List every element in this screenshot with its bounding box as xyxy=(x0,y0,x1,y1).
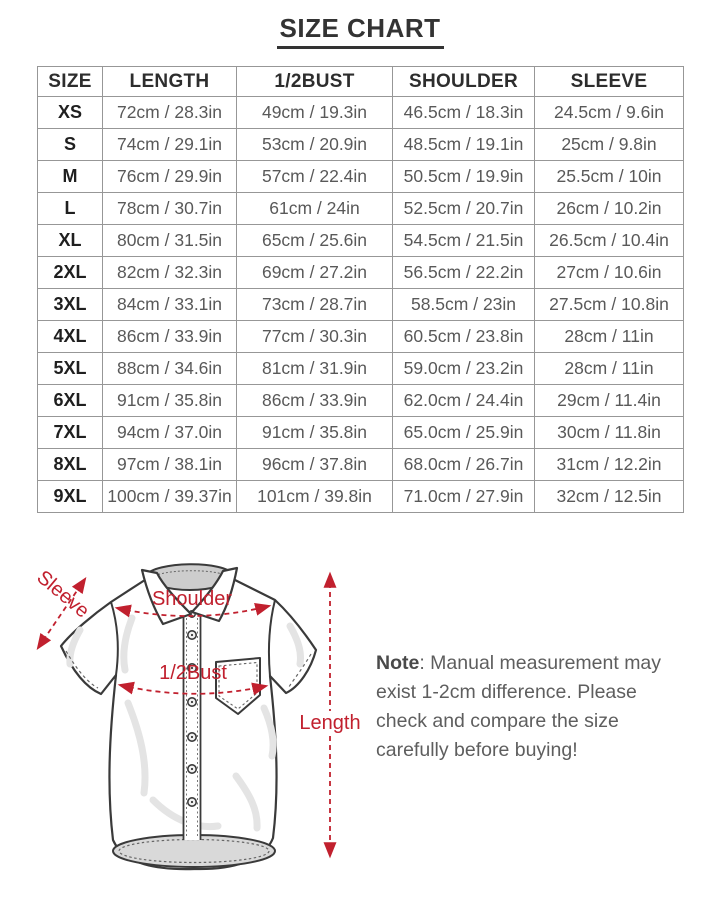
sleeve-cell: 28cm / 11in xyxy=(535,321,684,353)
bust-cell: 65cm / 25.6in xyxy=(237,225,393,257)
sleeve-cell: 30cm / 11.8in xyxy=(535,417,684,449)
shoulder-cell: 46.5cm / 18.3in xyxy=(393,97,535,129)
shoulder-cell: 62.0cm / 24.4in xyxy=(393,385,535,417)
bust-cell: 86cm / 33.9in xyxy=(237,385,393,417)
table-row xyxy=(38,161,684,193)
sleeve-cell: 25.5cm / 10in xyxy=(535,161,684,193)
bust-cell: 73cm / 28.7in xyxy=(237,289,393,321)
shoulder-cell: 59.0cm / 23.2in xyxy=(393,353,535,385)
column-header-bust: 1/2BUST xyxy=(237,67,393,97)
length-cell: 94cm / 37.0in xyxy=(103,417,237,449)
length-cell: 84cm / 33.1in xyxy=(103,289,237,321)
sleeve-cell: 24.5cm / 9.6in xyxy=(535,97,684,129)
length-cell: 72cm / 28.3in xyxy=(103,97,237,129)
sleeve-cell: 28cm / 11in xyxy=(535,353,684,385)
size-chart-table xyxy=(37,66,684,513)
size-cell: 9XL xyxy=(38,481,103,513)
bust-cell: 77cm / 30.3in xyxy=(237,321,393,353)
column-header-length: LENGTH xyxy=(103,67,237,97)
sleeve-cell: 26.5cm / 10.4in xyxy=(535,225,684,257)
note-line: exist 1-2cm difference. Please xyxy=(376,681,637,703)
size-cell: L xyxy=(38,193,103,225)
sleeve-label: Sleeve xyxy=(32,566,94,623)
table-row xyxy=(38,417,684,449)
bust-cell: 91cm / 35.8in xyxy=(237,417,393,449)
shoulder-cell: 68.0cm / 26.7in xyxy=(393,449,535,481)
bust-cell: 69cm / 27.2in xyxy=(237,257,393,289)
length-cell: 86cm / 33.9in xyxy=(103,321,237,353)
size-cell: 6XL xyxy=(38,385,103,417)
bust-cell: 53cm / 20.9in xyxy=(237,129,393,161)
length-cell: 88cm / 34.6in xyxy=(103,353,237,385)
sleeve-cell: 32cm / 12.5in xyxy=(535,481,684,513)
bust-cell: 101cm / 39.8in xyxy=(237,481,393,513)
bust-cell: 81cm / 31.9in xyxy=(237,353,393,385)
column-header-size: SIZE xyxy=(38,67,103,97)
length-cell: 100cm / 39.37in xyxy=(103,481,237,513)
length-cell: 74cm / 29.1in xyxy=(103,129,237,161)
sleeve-cell: 27cm / 10.6in xyxy=(535,257,684,289)
note-line: Note: Manual measurement may xyxy=(376,652,662,674)
sleeve-cell: 29cm / 11.4in xyxy=(535,385,684,417)
table-row xyxy=(38,289,684,321)
shoulder-label: Shoulder xyxy=(151,588,233,610)
size-cell: 5XL xyxy=(38,353,103,385)
sleeve-cell: 25cm / 9.8in xyxy=(535,129,684,161)
size-cell: 7XL xyxy=(38,417,103,449)
header-row xyxy=(38,67,684,97)
size-cell: S xyxy=(38,129,103,161)
bust-label: 1/2Bust xyxy=(159,662,227,684)
length-cell: 91cm / 35.8in xyxy=(103,385,237,417)
shoulder-cell: 71.0cm / 27.9in xyxy=(393,481,535,513)
table-row xyxy=(38,257,684,289)
sleeve-cell: 26cm / 10.2in xyxy=(535,193,684,225)
measurement-note xyxy=(376,649,708,765)
table-row xyxy=(38,129,684,161)
sleeve-cell: 27.5cm / 10.8in xyxy=(535,289,684,321)
size-cell: XS xyxy=(38,97,103,129)
column-header-shoulder: SHOULDER xyxy=(393,67,535,97)
note-line: check and compare the size xyxy=(376,710,619,732)
length-cell: 78cm / 30.7in xyxy=(103,193,237,225)
bust-cell: 61cm / 24in xyxy=(237,193,393,225)
bust-cell: 57cm / 22.4in xyxy=(237,161,393,193)
shoulder-cell: 58.5cm / 23in xyxy=(393,289,535,321)
size-cell: M xyxy=(38,161,103,193)
length-cell: 80cm / 31.5in xyxy=(103,225,237,257)
table-row xyxy=(38,481,684,513)
column-header-sleeve: SLEEVE xyxy=(535,67,684,97)
bust-cell: 49cm / 19.3in xyxy=(237,97,393,129)
sleeve-cell: 31cm / 12.2in xyxy=(535,449,684,481)
page-title: SIZE CHART xyxy=(277,13,444,49)
length-cell: 76cm / 29.9in xyxy=(103,161,237,193)
size-cell: XL xyxy=(38,225,103,257)
size-cell: 4XL xyxy=(38,321,103,353)
table-row xyxy=(38,225,684,257)
shoulder-cell: 48.5cm / 19.1in xyxy=(393,129,535,161)
table-row xyxy=(38,193,684,225)
bust-cell: 96cm / 37.8in xyxy=(237,449,393,481)
shoulder-cell: 50.5cm / 19.9in xyxy=(393,161,535,193)
size-cell: 2XL xyxy=(38,257,103,289)
size-cell: 3XL xyxy=(38,289,103,321)
shoulder-cell: 65.0cm / 25.9in xyxy=(393,417,535,449)
shoulder-cell: 52.5cm / 20.7in xyxy=(393,193,535,225)
note-title: Note xyxy=(376,652,420,674)
shirt-measurement-diagram xyxy=(28,548,368,910)
table-row xyxy=(38,321,684,353)
table-row xyxy=(38,385,684,417)
length-cell: 97cm / 38.1in xyxy=(103,449,237,481)
shoulder-cell: 56.5cm / 22.2in xyxy=(393,257,535,289)
size-cell: 8XL xyxy=(38,449,103,481)
table-row xyxy=(38,449,684,481)
note-line: carefully before buying! xyxy=(376,739,578,761)
shoulder-cell: 54.5cm / 21.5in xyxy=(393,225,535,257)
length-cell: 82cm / 32.3in xyxy=(103,257,237,289)
title-bar xyxy=(0,13,720,49)
table-row xyxy=(38,97,684,129)
table-row xyxy=(38,353,684,385)
shoulder-cell: 60.5cm / 23.8in xyxy=(393,321,535,353)
length-label: Length xyxy=(299,712,361,734)
